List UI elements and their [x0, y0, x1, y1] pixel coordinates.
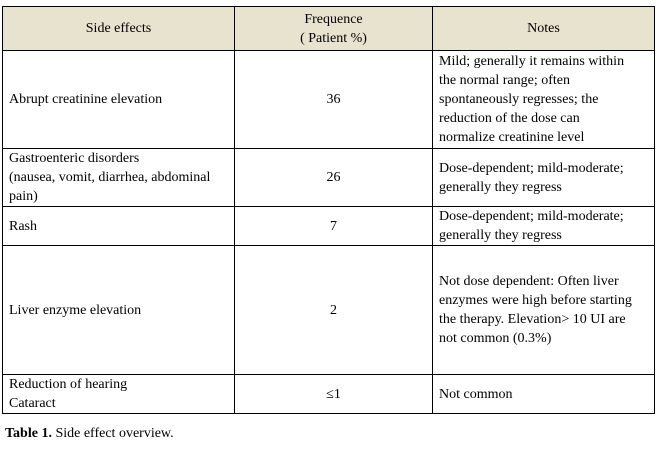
- caption-text: Side effect overview.: [51, 426, 174, 441]
- notes-cell: [433, 246, 655, 375]
- frequency-cell: 26: [235, 149, 433, 207]
- frequency-cell: 2: [235, 246, 433, 375]
- table-row: [3, 51, 655, 149]
- side-effect-line: pain): [9, 189, 38, 204]
- side-effect-cell: [3, 149, 235, 207]
- side-effect-line: Abrupt creatinine elevation: [9, 92, 163, 107]
- notes-cell: [433, 149, 655, 207]
- header-frequence-line1: Frequence: [304, 11, 363, 27]
- notes-line: Not dose dependent: Often liver: [439, 274, 619, 289]
- side-effect-line: Rash: [9, 218, 37, 234]
- side-effect-cell: [3, 375, 235, 414]
- header-side-effects: Side effects: [3, 7, 235, 51]
- table-row: [3, 375, 655, 414]
- side-effect-cell: [3, 207, 235, 246]
- side-effect-line: (nausea, vomit, diarrhea, abdominal: [9, 170, 211, 185]
- notes-line: the therapy. Elevation> 10 UI are: [439, 312, 626, 327]
- notes-line: enzymes were high before starting: [439, 293, 632, 308]
- side-effect-line: Reduction of hearing: [9, 377, 128, 392]
- notes-line: generally they regress: [439, 228, 562, 243]
- notes-line: reduction of the dose can: [439, 111, 580, 126]
- header-frequence-line2: ( Patient %): [300, 30, 367, 46]
- notes-line: generally they regress: [439, 179, 562, 195]
- side-effect-line: Liver enzyme elevation: [9, 302, 142, 318]
- notes-line: the normal range; often: [439, 73, 571, 88]
- side-effect-line: Gastroenteric disorders: [9, 151, 140, 166]
- frequency-cell: 7: [235, 207, 433, 246]
- notes-line: spontaneously regresses; the: [439, 92, 599, 107]
- side-effect-cell: [3, 246, 235, 375]
- header-frequence: [235, 7, 433, 51]
- table-row: [3, 207, 655, 246]
- header-notes: Notes: [433, 7, 655, 51]
- notes-cell: [433, 375, 655, 414]
- notes-line: Dose-dependent; mild-moderate;: [439, 209, 624, 224]
- notes-line: Mild; generally it remains within: [439, 54, 625, 69]
- side-effect-line: Cataract: [9, 396, 56, 411]
- table-header-row: [3, 7, 655, 51]
- side-effects-table: [2, 6, 655, 414]
- frequency-cell: 36: [235, 51, 433, 149]
- table-row: [3, 246, 655, 375]
- side-effect-cell: [3, 51, 235, 149]
- table-caption: [5, 425, 174, 443]
- notes-line: Not common: [439, 386, 513, 402]
- caption-label: Table 1.: [5, 426, 52, 441]
- notes-line: not common (0.3%): [439, 331, 552, 346]
- notes-cell: [433, 51, 655, 149]
- notes-line: normalize creatinine level: [439, 130, 585, 145]
- frequency-cell: ≤1: [235, 375, 433, 414]
- notes-line: Dose-dependent; mild-moderate;: [439, 160, 624, 176]
- table-row: [3, 149, 655, 207]
- notes-cell: [433, 207, 655, 246]
